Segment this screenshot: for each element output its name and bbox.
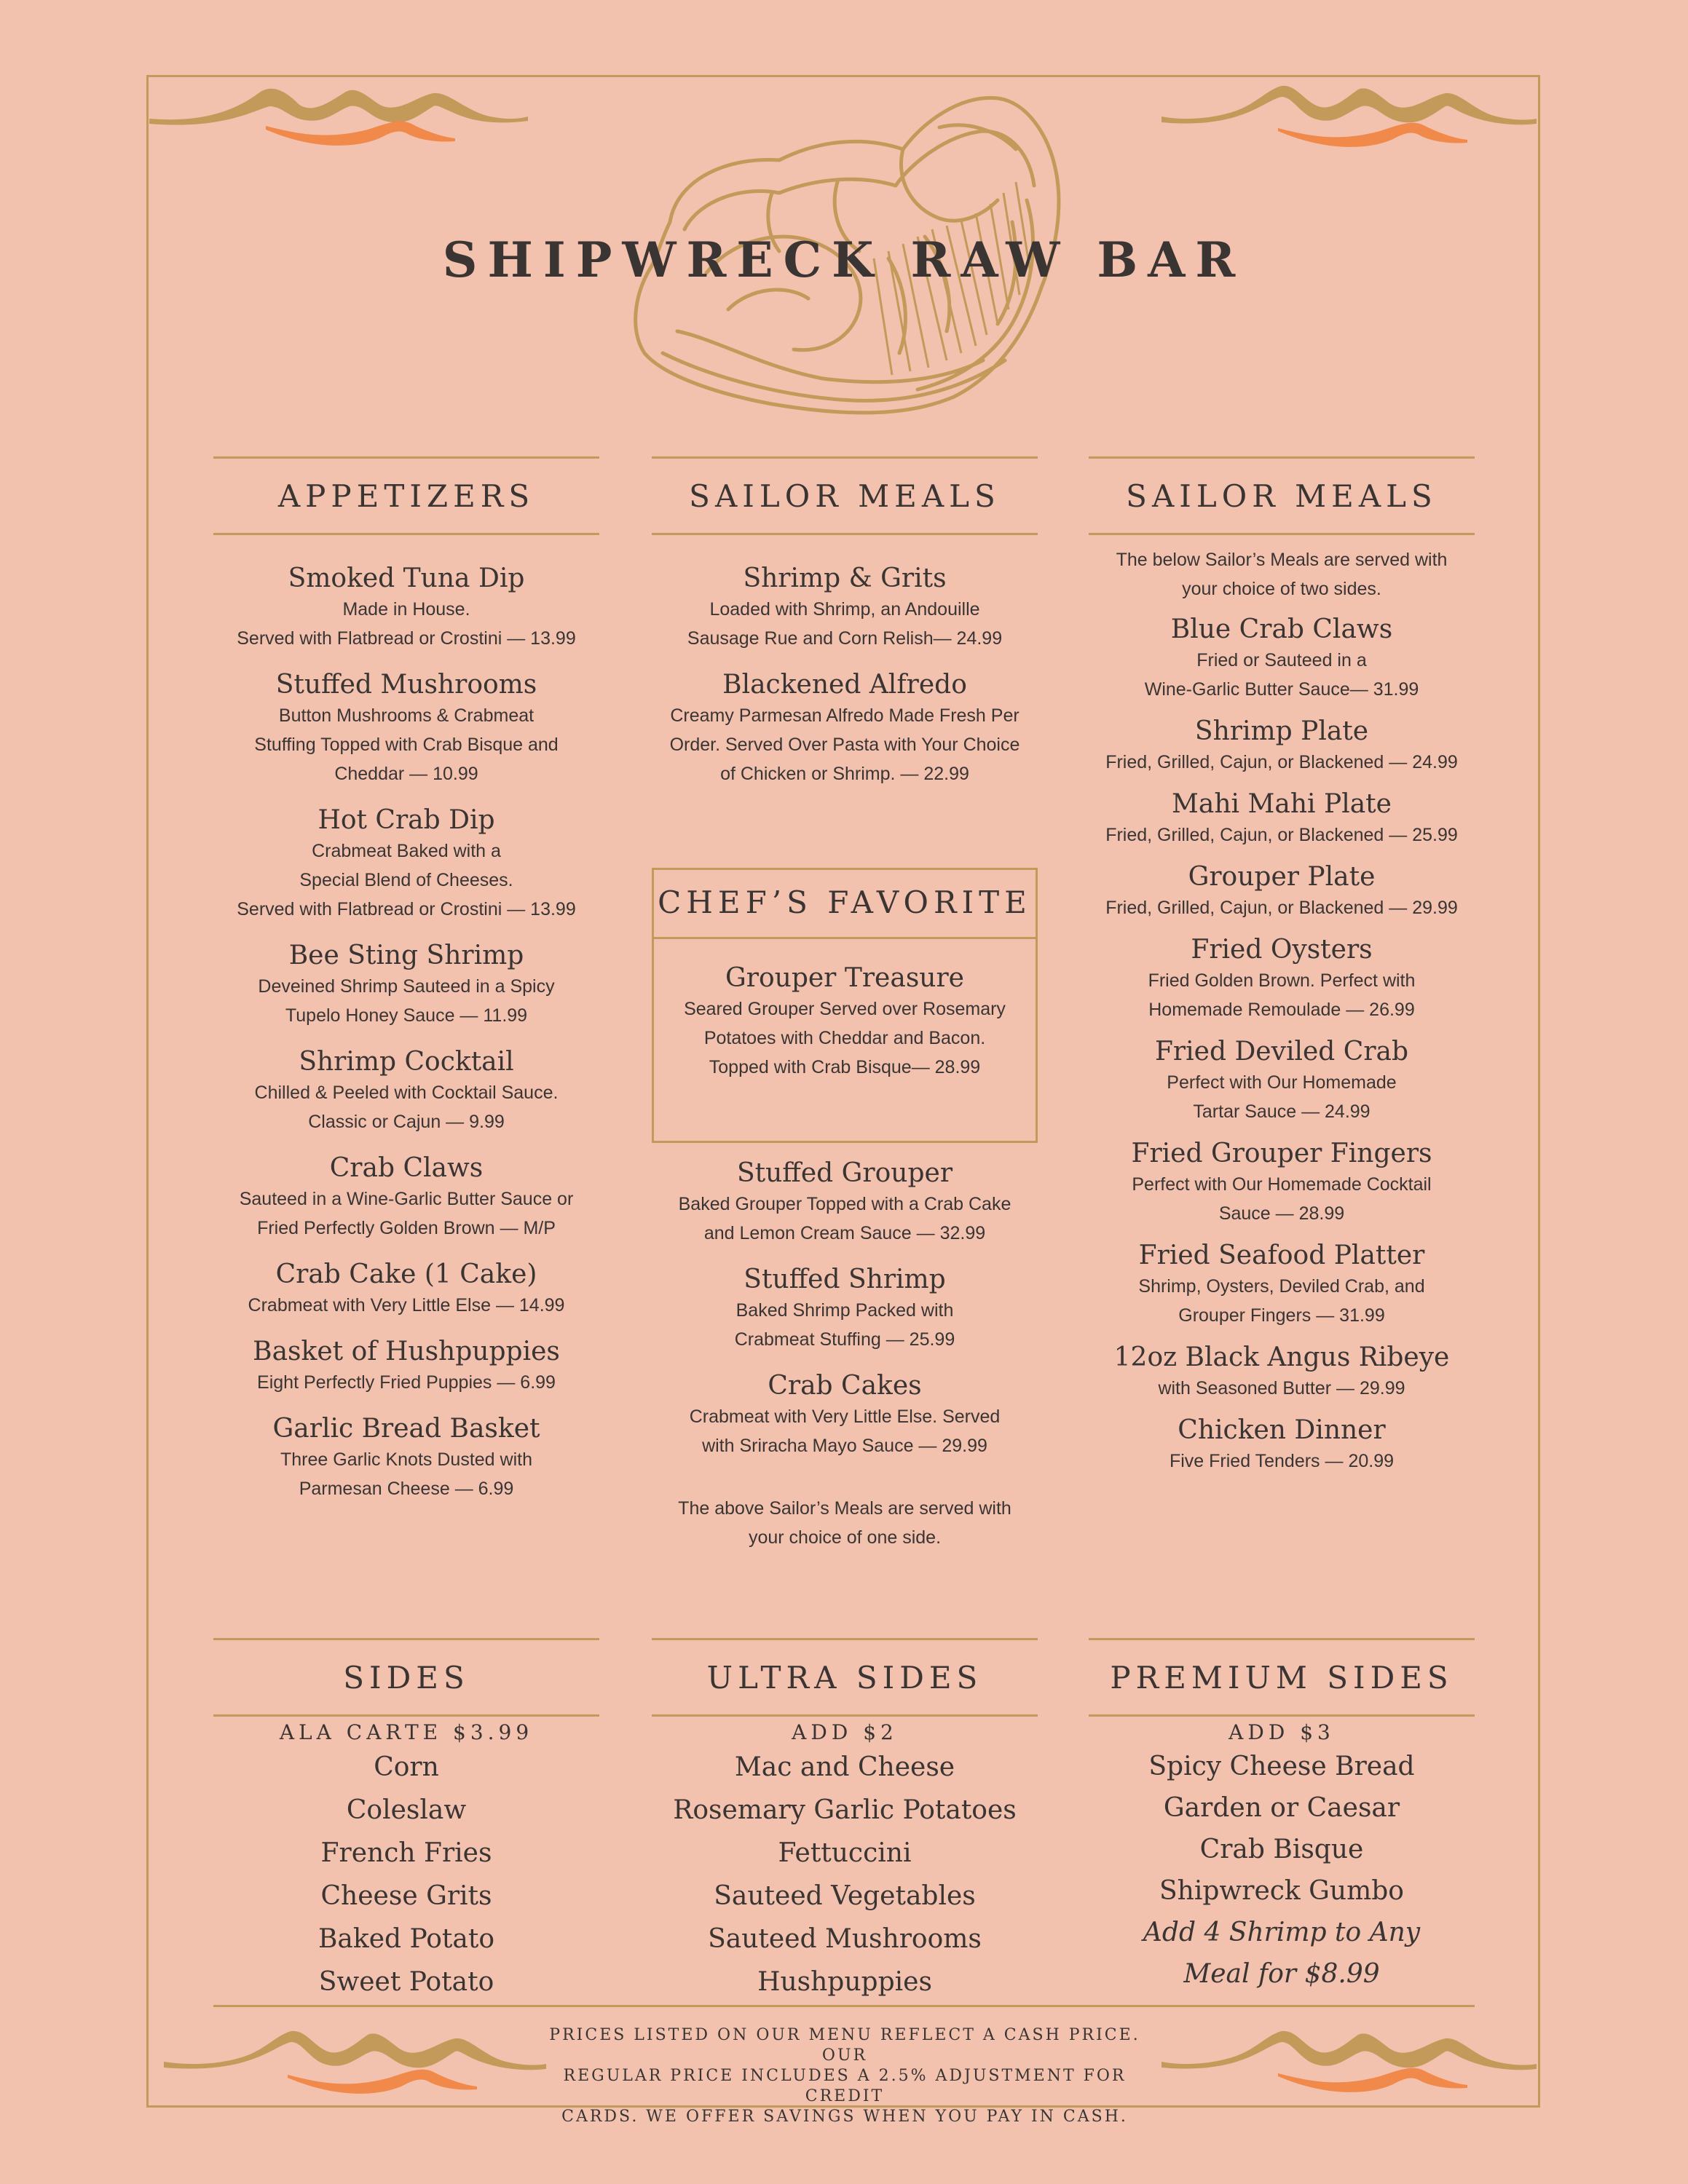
divider (1089, 533, 1475, 535)
menu-item-description: Served with Flatbread or Crostini — 13.99 (237, 628, 576, 649)
restaurant-title: SHIPWRECK RAW BAR (442, 232, 1246, 288)
menu-item (1089, 1138, 1475, 1228)
menu-item-name: Stuffed Mushrooms (275, 670, 537, 700)
menu-item-description: Three Garlic Knots Dusted with (280, 1449, 532, 1470)
menu-item (1089, 934, 1475, 1024)
sailor-meals-section-1-continued (652, 1158, 1038, 1552)
divider (652, 1638, 1038, 1640)
menu-item-description: Cheddar — 10.99 (334, 764, 478, 784)
side-item: Sweet Potato (318, 1967, 494, 1997)
menu-item-description: and Lemon Cream Sauce — 32.99 (703, 1223, 986, 1243)
sides-price: ADD $3 (1228, 1720, 1335, 1744)
cash-price-notice (539, 2025, 1151, 2127)
menu-item-description: Homemade Remoulade — 26.99 (1148, 1000, 1415, 1020)
side-item: Rosemary Garlic Potatoes (673, 1795, 1017, 1825)
menu-item-description: Crabmeat with Very Little Else. Served (689, 1406, 1001, 1427)
menu-item (652, 1264, 1038, 1354)
menu-item-description: Perfect with Our Homemade Cocktail (1132, 1174, 1432, 1195)
menu-item (1089, 716, 1475, 777)
menu-item-name: 12oz Black Angus Ribeye (1113, 1342, 1450, 1372)
menu-item (213, 1336, 599, 1397)
menu-item-description: Perfect with Our Homemade (1167, 1072, 1397, 1093)
sides-note: your choice of two sides. (1182, 579, 1381, 599)
menu-item-name: Shrimp & Grits (743, 563, 947, 593)
wave-ornament-top-right (1162, 79, 1540, 159)
side-item: Crab Bisque (1199, 1835, 1364, 1864)
menu-item (652, 1158, 1038, 1248)
menu-item-description: Potatoes with Cheddar and Bacon. (703, 1028, 986, 1048)
menu-item (213, 1413, 599, 1503)
menu-item-description: Fried Perfectly Golden Brown — M/P (257, 1218, 556, 1238)
side-item: Fettuccini (778, 1838, 912, 1868)
menu-item-name: Grouper Treasure (725, 963, 964, 993)
wave-ornament-bottom-left (164, 2024, 557, 2104)
divider (1089, 1638, 1475, 1640)
menu-item-description: with Sriracha Mayo Sauce — 29.99 (702, 1436, 987, 1456)
footer-line: PRICES LISTED ON OUR MENU REFLECT A CASH PRICE. OUR (549, 2026, 1140, 2065)
menu-item-description: Crabmeat with Very Little Else — 14.99 (248, 1295, 565, 1315)
menu-item-description: Baked Shrimp Packed with (735, 1300, 954, 1321)
divider (652, 456, 1038, 459)
menu-item-name: Shrimp Plate (1194, 716, 1369, 746)
side-item: Mac and Cheese (734, 1752, 955, 1782)
divider (213, 533, 599, 535)
menu-item-description: Seared Grouper Served over Rosemary (684, 999, 1006, 1019)
menu-item-description: Chilled & Peeled with Cocktail Sauce. (254, 1083, 559, 1103)
divider (213, 1714, 599, 1717)
menu-item (213, 669, 599, 788)
menu-item (1089, 1240, 1475, 1330)
menu-item-name: Basket of Hushpuppies (253, 1337, 560, 1366)
side-item: Shipwreck Gumbo (1159, 1876, 1404, 1906)
sides-price: ADD $2 (792, 1720, 898, 1744)
menu-item (1089, 1036, 1475, 1126)
menu-item-name: Stuffed Grouper (736, 1158, 953, 1188)
menu-item (213, 940, 599, 1030)
menu-item-description: Eight Perfectly Fried Puppies — 6.99 (257, 1372, 556, 1393)
section-heading: PREMIUM SIDES (1110, 1660, 1454, 1696)
side-item: Sauteed Vegetables (714, 1881, 976, 1911)
menu-item-description: Made in House. (342, 599, 470, 620)
menu-item-description: Fried or Sauteed in a (1196, 650, 1367, 670)
divider (213, 2005, 1475, 2007)
side-item: Baked Potato (318, 1924, 495, 1954)
chefs-favorite-box (652, 868, 1038, 1143)
menu-item-description: Shrimp, Oysters, Deviled Crab, and (1138, 1276, 1425, 1297)
side-item: Spicy Cheese Bread (1148, 1752, 1415, 1781)
menu-item-name: Smoked Tuna Dip (288, 563, 525, 593)
menu-item-name: Fried Seafood Platter (1138, 1241, 1425, 1270)
divider (1089, 456, 1475, 459)
footer-line: REGULAR PRICE INCLUDES A 2.5% ADJUSTMENT FOR CREDIT (563, 2067, 1127, 2105)
section-heading: APPETIZERS (277, 478, 535, 514)
side-item: Garden or Caesar (1163, 1793, 1400, 1823)
menu-item-name: Fried Deviled Crab (1154, 1037, 1409, 1067)
side-item: Coleslaw (346, 1795, 467, 1825)
wave-ornament-bottom-right (1162, 2024, 1540, 2104)
add-shrimp-note: Add 4 Shrimp to Any (1143, 1918, 1421, 1947)
side-item: Hushpuppies (757, 1967, 932, 1997)
menu-item (1089, 788, 1475, 850)
menu-item-description: Sausage Rue and Corn Relish— 24.99 (687, 628, 1003, 649)
section-heading: SIDES (343, 1660, 470, 1696)
sides-note: your choice of one side. (748, 1527, 942, 1548)
menu-item-name: Grouper Plate (1188, 862, 1376, 892)
menu-item-description: Baked Grouper Topped with a Crab Cake (678, 1194, 1011, 1214)
menu-item-name: Blue Crab Claws (1170, 614, 1393, 644)
menu-item-name: Blackened Alfredo (722, 670, 967, 700)
menu-item-description: Classic or Cajun — 9.99 (308, 1112, 505, 1132)
menu-item-description: Crabmeat Baked with a (312, 841, 501, 861)
sides-note: The above Sailor’s Meals are served with (678, 1498, 1011, 1519)
section-heading: SAILOR MEALS (689, 478, 1001, 514)
menu-item-description: Sauce — 28.99 (1218, 1203, 1345, 1224)
chefs-favorite-heading: CHEF’S FAVORITE (658, 885, 1032, 920)
menu-item-name: Crab Cakes (768, 1371, 922, 1401)
menu-item-name: Mahi Mahi Plate (1172, 789, 1392, 819)
menu-item-description: Deveined Shrimp Sauteed in a Spicy (258, 976, 555, 997)
menu-item-description: Topped with Crab Bisque— 28.99 (709, 1057, 981, 1077)
menu-item-description: Order. Served Over Pasta with Your Choice (669, 735, 1020, 755)
menu-item-description: Tupelo Honey Sauce — 11.99 (285, 1005, 528, 1026)
menu-item-description: Special Blend of Cheeses. (299, 870, 513, 890)
menu-item-name: Fried Oysters (1191, 935, 1373, 965)
menu-item (1089, 1415, 1475, 1476)
menu-item (1089, 861, 1475, 922)
sides-price: ALA CARTE $3.99 (279, 1720, 534, 1744)
side-item: Corn (374, 1752, 439, 1782)
menu-item-name: Garlic Bread Basket (272, 1414, 540, 1444)
ultra-sides-section (652, 1638, 1038, 2003)
menu-item-description: Sauteed in a Wine-Garlic Butter Sauce or (239, 1189, 574, 1209)
menu-item (1089, 1342, 1475, 1403)
menu-item-description: Fried Golden Brown. Perfect with (1148, 970, 1416, 991)
menu-item (652, 1370, 1038, 1460)
menu-item-description: Creamy Parmesan Alfredo Made Fresh Per (670, 705, 1019, 726)
sailor-meals-section-2 (1089, 456, 1475, 1476)
sides-note: The below Sailor’s Meals are served with (1116, 550, 1448, 570)
side-item: Sauteed Mushrooms (708, 1924, 982, 1954)
sides-section (213, 1638, 599, 2003)
menu-item-name: Shrimp Cocktail (299, 1047, 514, 1077)
menu-item-name: Crab Cake (1 Cake) (275, 1259, 537, 1289)
menu-item-description: Five Fried Tenders — 20.99 (1169, 1451, 1395, 1471)
menu-item-name: Bee Sting Shrimp (288, 941, 524, 970)
menu-item-description: with Seasoned Butter — 29.99 (1158, 1378, 1405, 1398)
divider (652, 533, 1038, 535)
menu-item-description: Parmesan Cheese — 6.99 (299, 1479, 514, 1499)
menu-item-description: of Chicken or Shrimp. — 22.99 (720, 764, 969, 784)
divider (213, 456, 599, 459)
menu-item-name: Crab Claws (329, 1153, 484, 1183)
menu-item (652, 669, 1038, 788)
premium-sides-section (1089, 1638, 1475, 1995)
menu-item-description: Fried, Grilled, Cajun, or Blackened — 24.99 (1105, 752, 1458, 772)
menu-item (213, 1152, 599, 1243)
menu-item (652, 563, 1038, 653)
menu-item (213, 563, 599, 653)
add-shrimp-note: Meal for $8.99 (1183, 1959, 1380, 1989)
menu-item (213, 1259, 599, 1320)
divider (652, 1714, 1038, 1717)
divider (654, 937, 1036, 939)
side-item: French Fries (320, 1838, 492, 1868)
menu-item (1089, 614, 1475, 704)
menu-item-name: Chicken Dinner (1178, 1415, 1386, 1445)
divider (213, 1638, 599, 1640)
menu-item-description: Grouper Fingers — 31.99 (1178, 1305, 1385, 1326)
appetizers-section (213, 456, 599, 1503)
menu-item-description: Loaded with Shrimp, an Andouille (709, 599, 980, 620)
sailor-meals-section-1 (652, 456, 1038, 788)
menu-item-description: Fried, Grilled, Cajun, or Blackened — 29.99 (1105, 898, 1458, 918)
divider (1089, 1714, 1475, 1717)
section-heading: SAILOR MEALS (1126, 478, 1437, 514)
menu-item (213, 1046, 599, 1136)
section-heading: ULTRA SIDES (706, 1660, 983, 1696)
menu-item-name: Hot Crab Dip (318, 805, 495, 835)
menu-item-description: Stuffing Topped with Crab Bisque and (254, 735, 559, 755)
menu-item (213, 804, 599, 924)
menu-item-name: Fried Grouper Fingers (1131, 1139, 1432, 1168)
wave-ornament-top-left (149, 79, 535, 159)
menu-item-description: Wine-Garlic Butter Sauce— 31.99 (1144, 679, 1419, 700)
side-item: Cheese Grits (320, 1881, 492, 1911)
menu-item-description: Served with Flatbread or Crostini — 13.99 (237, 899, 576, 919)
menu-item-description: Crabmeat Stuffing — 25.99 (734, 1329, 955, 1350)
footer-line: CARDS. WE OFFER SAVINGS WHEN YOU PAY IN CASH. (561, 2108, 1128, 2126)
menu-item-description: Tartar Sauce — 24.99 (1193, 1101, 1370, 1122)
menu-item-description: Button Mushrooms & Crabmeat (278, 705, 535, 726)
menu-item-name: Stuffed Shrimp (744, 1265, 946, 1294)
menu-item-description: Fried, Grilled, Cajun, or Blackened — 25.99 (1105, 825, 1458, 845)
